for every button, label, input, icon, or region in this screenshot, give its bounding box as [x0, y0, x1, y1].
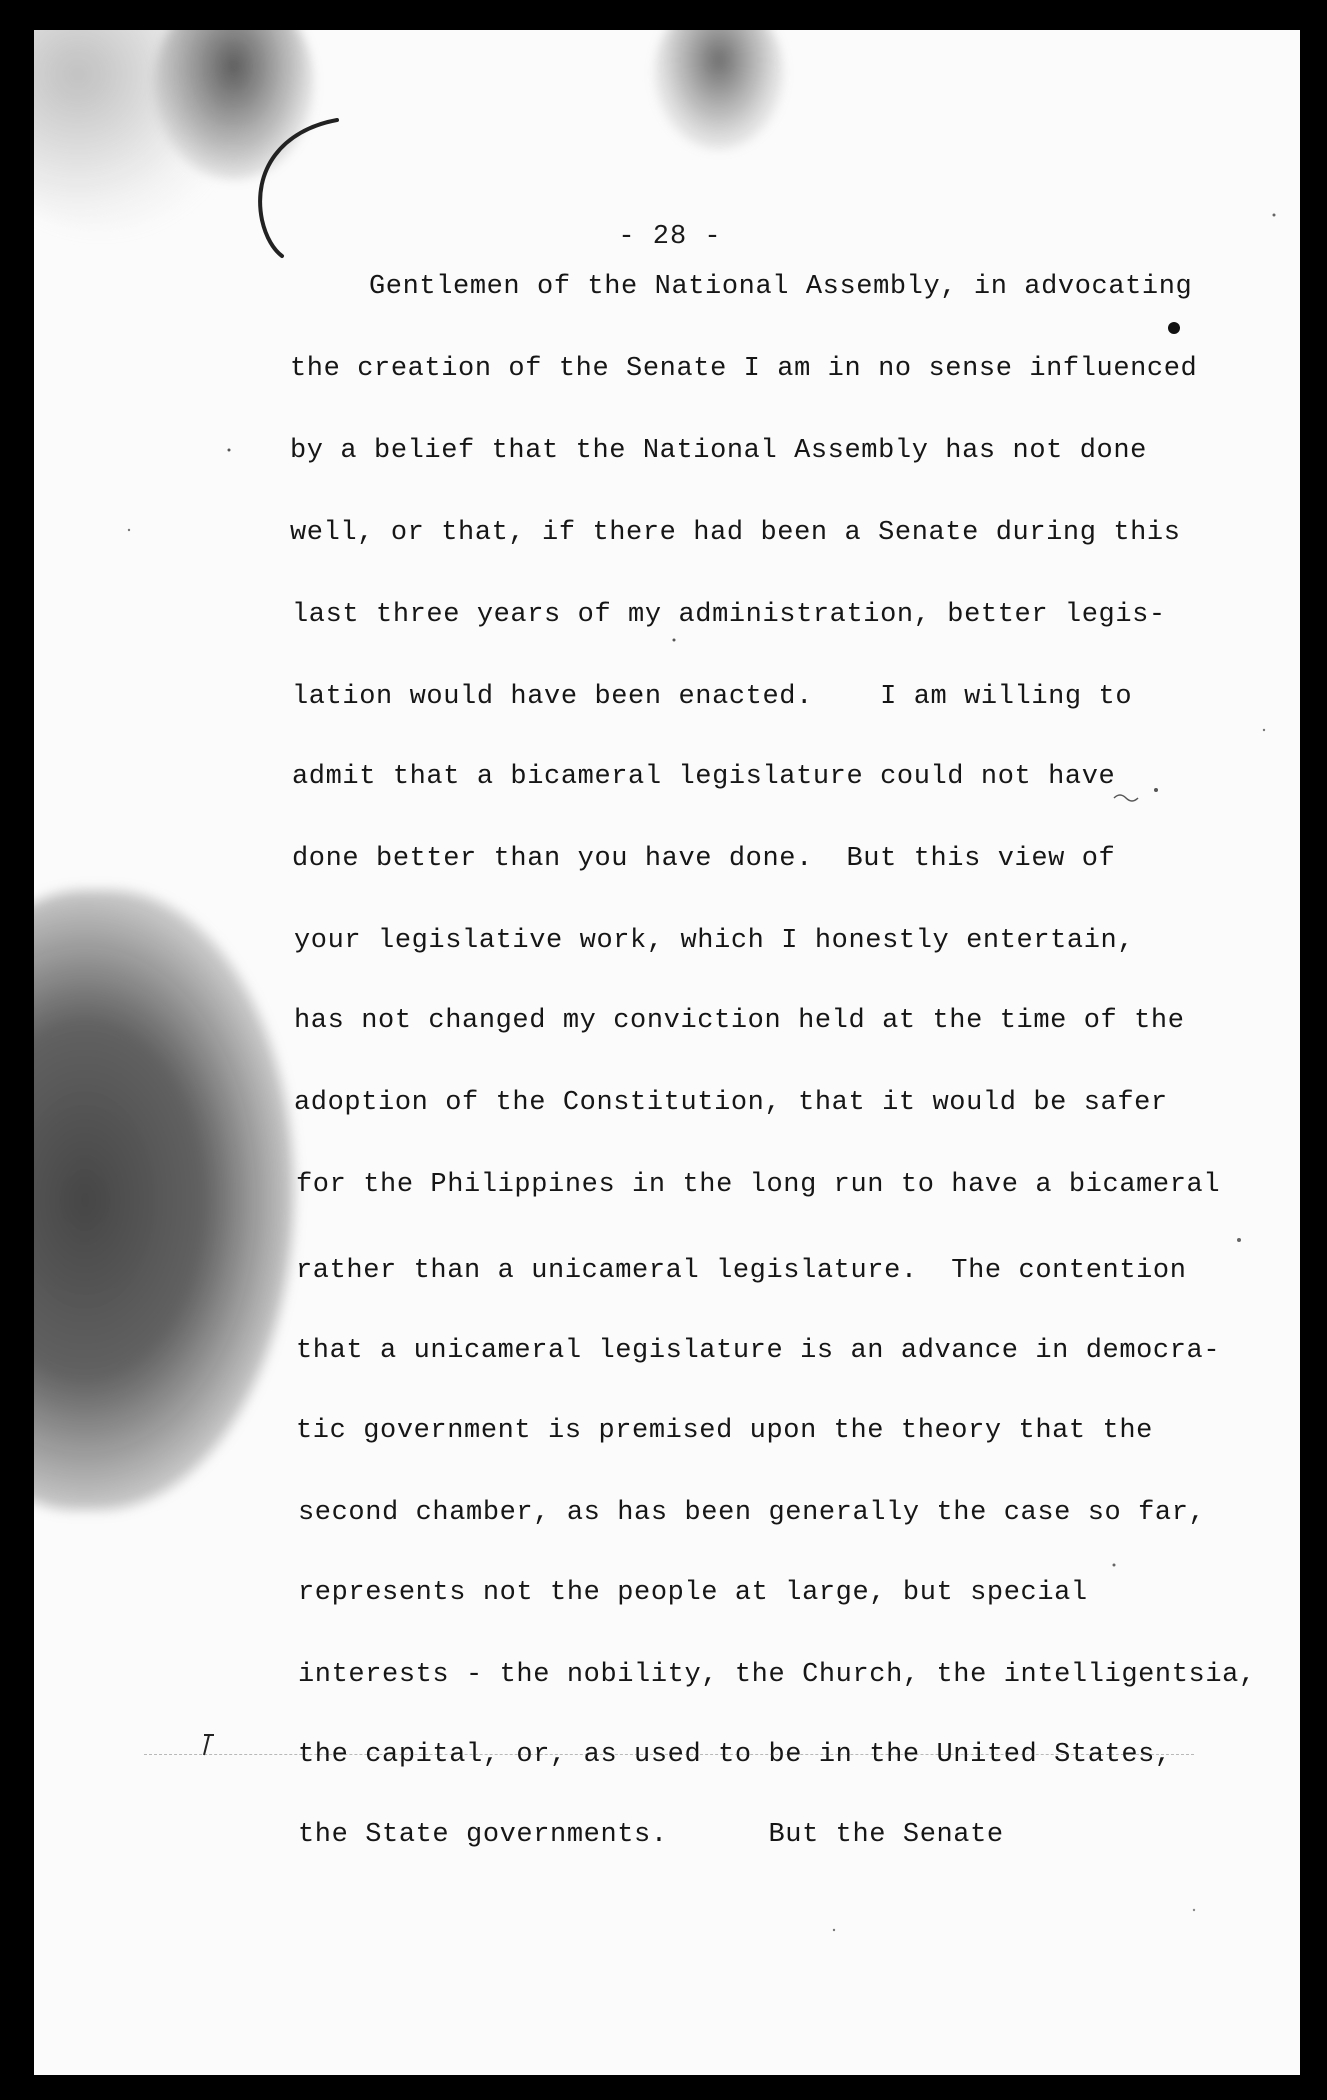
text-line: that a unicameral legislature is an advance in democra-: [296, 1336, 1221, 1366]
text-line: done better than you have done. But this view of: [292, 844, 1116, 874]
text-line: admit that a bicameral legislature could not have: [292, 762, 1116, 792]
text-line: rather than a unicameral legislature. The contention: [296, 1256, 1187, 1286]
text-line: lation would have been enacted. I am willing to: [292, 682, 1133, 712]
page-number: - 28 -: [618, 222, 722, 252]
text-line: has not changed my conviction held at the time of the: [294, 1006, 1185, 1036]
text-line: the State governments. But the Senate: [298, 1820, 1004, 1850]
text-line: adoption of the Constitution, that it would be safer: [294, 1088, 1168, 1118]
text-line: tic government is premised upon the theory that the: [296, 1416, 1153, 1446]
text-line: interests - the nobility, the Church, the intelligentsia,: [298, 1660, 1256, 1690]
text-line: Gentlemen of the National Assembly, in advocating: [369, 272, 1193, 302]
text-line: by a belief that the National Assembly has not done: [290, 436, 1147, 466]
document-page: [34, 30, 1300, 2075]
text-line: well, or that, if there had been a Senate during this: [290, 518, 1181, 548]
text-line: your legislative work, which I honestly entertain,: [294, 926, 1135, 956]
text-line: represents not the people at large, but special: [298, 1578, 1088, 1608]
faint-rule: [144, 1754, 1194, 1755]
text-line: for the Philippines in the long run to have a bicameral: [296, 1170, 1221, 1200]
text-line: second chamber, as has been generally the case so far,: [298, 1498, 1206, 1528]
text-line: the capital, or, as used to be in the United States,: [298, 1740, 1172, 1770]
text-line: the creation of the Senate I am in no sense influenced: [290, 354, 1198, 384]
text-line: last three years of my administration, better legis-: [292, 600, 1166, 630]
